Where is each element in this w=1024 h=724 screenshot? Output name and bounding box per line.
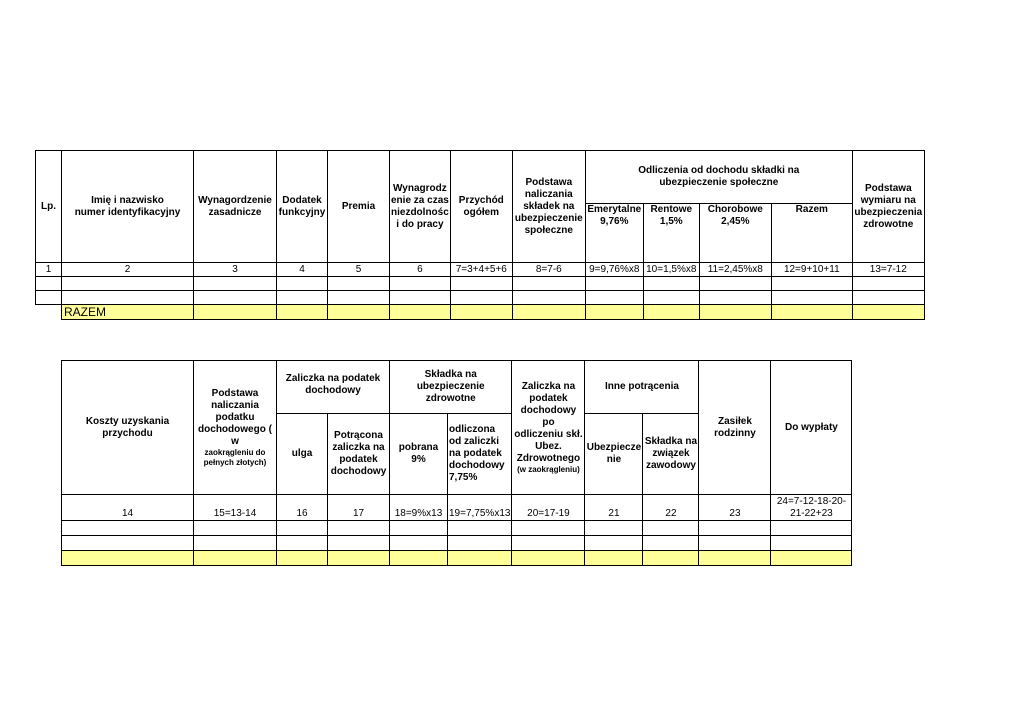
cell[interactable]	[277, 521, 328, 536]
num-cell: 20=17-19	[512, 495, 585, 521]
num-cell: 17	[328, 495, 390, 521]
num-cell: 6	[390, 263, 451, 277]
header-advance-group: Zaliczka na podatek dochodowy	[277, 361, 390, 414]
cell[interactable]	[852, 277, 924, 291]
cell[interactable]	[194, 521, 277, 536]
num-cell: 7=3+4+5+6	[450, 263, 512, 277]
num-cell: 4	[277, 263, 328, 277]
cell[interactable]	[852, 291, 924, 305]
cell[interactable]	[771, 277, 852, 291]
header-costs: Koszty uzyskania przychodu	[62, 361, 194, 495]
cell[interactable]	[36, 291, 62, 305]
header-family: Zasiłek rodzinny	[699, 361, 771, 495]
cell[interactable]	[512, 521, 585, 536]
cell[interactable]	[643, 536, 699, 551]
total-cell[interactable]	[450, 305, 512, 320]
total-cell[interactable]	[328, 305, 390, 320]
cell[interactable]	[585, 291, 643, 305]
num-cell: 18=9%x13	[390, 495, 448, 521]
num-cell: 19=7,75%x13	[448, 495, 512, 521]
cell[interactable]	[448, 536, 512, 551]
header-advance-after-small: (w zaokrągleniu)	[517, 464, 580, 474]
total-cell[interactable]	[643, 305, 699, 320]
total-cell[interactable]	[328, 551, 390, 566]
header-sick-pay: Wynagrodz enie za czas niezdolnośc i do pracy	[390, 151, 451, 263]
num-cell: 14	[62, 495, 194, 521]
num-cell: 5	[328, 263, 390, 277]
header-pension: Emerytalne 9,76%	[585, 204, 643, 263]
cell[interactable]	[328, 536, 390, 551]
cell[interactable]	[448, 521, 512, 536]
header-deductions-group: Odliczenia od dochodu składki na ubezpieczenie społeczne	[585, 151, 852, 204]
header-base-salary: Wynagordzenie zasadnicze	[194, 151, 277, 263]
header-sickness: Chorobowe 2,45%	[699, 204, 771, 263]
cell[interactable]	[62, 291, 194, 305]
cell[interactable]	[512, 291, 585, 305]
header-health-collected: pobrana 9%	[390, 414, 448, 495]
total-row	[62, 551, 852, 566]
num-cell: 21	[585, 495, 643, 521]
header-payout: Do wypłaty	[771, 361, 852, 495]
header-insurance: Ubezpiecze nie	[585, 414, 643, 495]
cell[interactable]	[328, 291, 390, 305]
cell[interactable]	[771, 536, 852, 551]
cell[interactable]	[328, 521, 390, 536]
cell[interactable]	[62, 277, 194, 291]
cell[interactable]	[277, 277, 328, 291]
total-cell[interactable]	[852, 305, 924, 320]
total-cell[interactable]	[512, 551, 585, 566]
cell[interactable]	[699, 277, 771, 291]
num-cell: 16	[277, 495, 328, 521]
header-lp: Lp.	[36, 151, 62, 263]
header-advance-after	[512, 361, 585, 495]
cell[interactable]	[512, 277, 585, 291]
cell[interactable]	[699, 536, 771, 551]
cell[interactable]	[585, 536, 643, 551]
num-cell: 22	[643, 495, 699, 521]
cell[interactable]	[512, 536, 585, 551]
total-cell[interactable]	[699, 305, 771, 320]
total-cell[interactable]	[771, 305, 852, 320]
header-tax-base-main: Podstawa naliczania podatku dochodowego ( w	[198, 387, 272, 447]
header-health-deducted: odliczona od zaliczki na podatek dochodowy 7,75%	[448, 414, 512, 495]
empty-corner	[36, 305, 62, 320]
total-cell[interactable]	[512, 305, 585, 320]
cell[interactable]	[771, 521, 852, 536]
total-cell[interactable]	[390, 551, 448, 566]
num-cell: 2	[62, 263, 194, 277]
cell[interactable]	[390, 521, 448, 536]
cell[interactable]	[643, 277, 699, 291]
total-cell[interactable]	[585, 305, 643, 320]
num-cell: 11=2,45%x8	[699, 263, 771, 277]
total-cell[interactable]	[277, 551, 328, 566]
num-cell: 23	[699, 495, 771, 521]
razem-row	[36, 305, 925, 320]
cell[interactable]	[62, 536, 194, 551]
cell[interactable]	[699, 521, 771, 536]
cell[interactable]	[771, 291, 852, 305]
header-advance-after-main: Zaliczka na podatek dochodowy po odliczeniu skł. Ubez. Zdrowotnego	[514, 380, 583, 464]
cell[interactable]	[390, 536, 448, 551]
num-cell: 12=9+10+11	[771, 263, 852, 277]
num-cell: 24=7-12-18-20- 21-22+23	[771, 495, 852, 521]
header-tax-base	[194, 361, 277, 495]
numbering-row	[62, 495, 852, 521]
table-row	[36, 277, 925, 291]
cell[interactable]	[328, 277, 390, 291]
header-relief: ulga	[277, 414, 328, 495]
num-cell: 8=7-6	[512, 263, 585, 277]
header-health-base: Podstawa wymiaru na ubezpieczenia zdrowotne	[852, 151, 924, 263]
cell[interactable]	[390, 291, 451, 305]
cell[interactable]	[194, 291, 277, 305]
table-row	[62, 521, 852, 536]
payroll-table-1	[35, 150, 925, 320]
header-disability: Rentowe 1,5%	[643, 204, 699, 263]
total-cell[interactable]	[643, 551, 699, 566]
cell[interactable]	[277, 536, 328, 551]
total-cell[interactable]	[194, 551, 277, 566]
num-cell: 10=1,5%x8	[643, 263, 699, 277]
total-cell[interactable]	[277, 305, 328, 320]
total-cell[interactable]	[448, 551, 512, 566]
cell[interactable]	[194, 536, 277, 551]
header-bonus: Premia	[328, 151, 390, 263]
cell[interactable]	[450, 277, 512, 291]
cell[interactable]	[62, 521, 194, 536]
table-row	[62, 536, 852, 551]
header-advance-deducted: Potrącona zaliczka na podatek dochodowy	[328, 414, 390, 495]
total-cell[interactable]	[771, 551, 852, 566]
header-other-group: Inne potrącenia	[585, 361, 699, 414]
total-cell[interactable]	[390, 305, 451, 320]
header-tax-base-small: zaokrągleniu do pełnych złotych)	[203, 447, 267, 467]
cell[interactable]	[585, 521, 643, 536]
cell[interactable]	[450, 291, 512, 305]
payroll-table-2	[61, 360, 852, 566]
num-cell: 13=7-12	[852, 263, 924, 277]
total-cell[interactable]	[585, 551, 643, 566]
header-name: Imię i nazwisko numer identyfikacyjny	[62, 151, 194, 263]
cell[interactable]	[277, 291, 328, 305]
razem-label: RAZEM	[62, 305, 194, 320]
cell[interactable]	[194, 277, 277, 291]
table-row	[36, 291, 925, 305]
cell[interactable]	[643, 521, 699, 536]
header-total: Razem	[771, 204, 852, 263]
cell[interactable]	[585, 277, 643, 291]
header-union: Składka na związek zawodowy	[643, 414, 699, 495]
cell[interactable]	[390, 277, 451, 291]
num-cell: 3	[194, 263, 277, 277]
header-function-bonus: Dodatek funkcyjny	[277, 151, 328, 263]
header-social-base: Podstawa naliczania składek na ubezpieczenie społeczne	[512, 151, 585, 263]
num-cell: 9=9,76%x8	[585, 263, 643, 277]
num-cell: 1	[36, 263, 62, 277]
cell[interactable]	[643, 291, 699, 305]
cell[interactable]	[36, 277, 62, 291]
total-cell[interactable]	[194, 305, 277, 320]
cell[interactable]	[699, 291, 771, 305]
header-gross-income: Przychód ogółem	[450, 151, 512, 263]
total-cell[interactable]	[62, 551, 194, 566]
num-cell: 15=13-14	[194, 495, 277, 521]
numbering-row	[36, 263, 925, 277]
total-cell[interactable]	[699, 551, 771, 566]
header-health-group: Składka na ubezpieczenie zdrowotne	[390, 361, 512, 414]
